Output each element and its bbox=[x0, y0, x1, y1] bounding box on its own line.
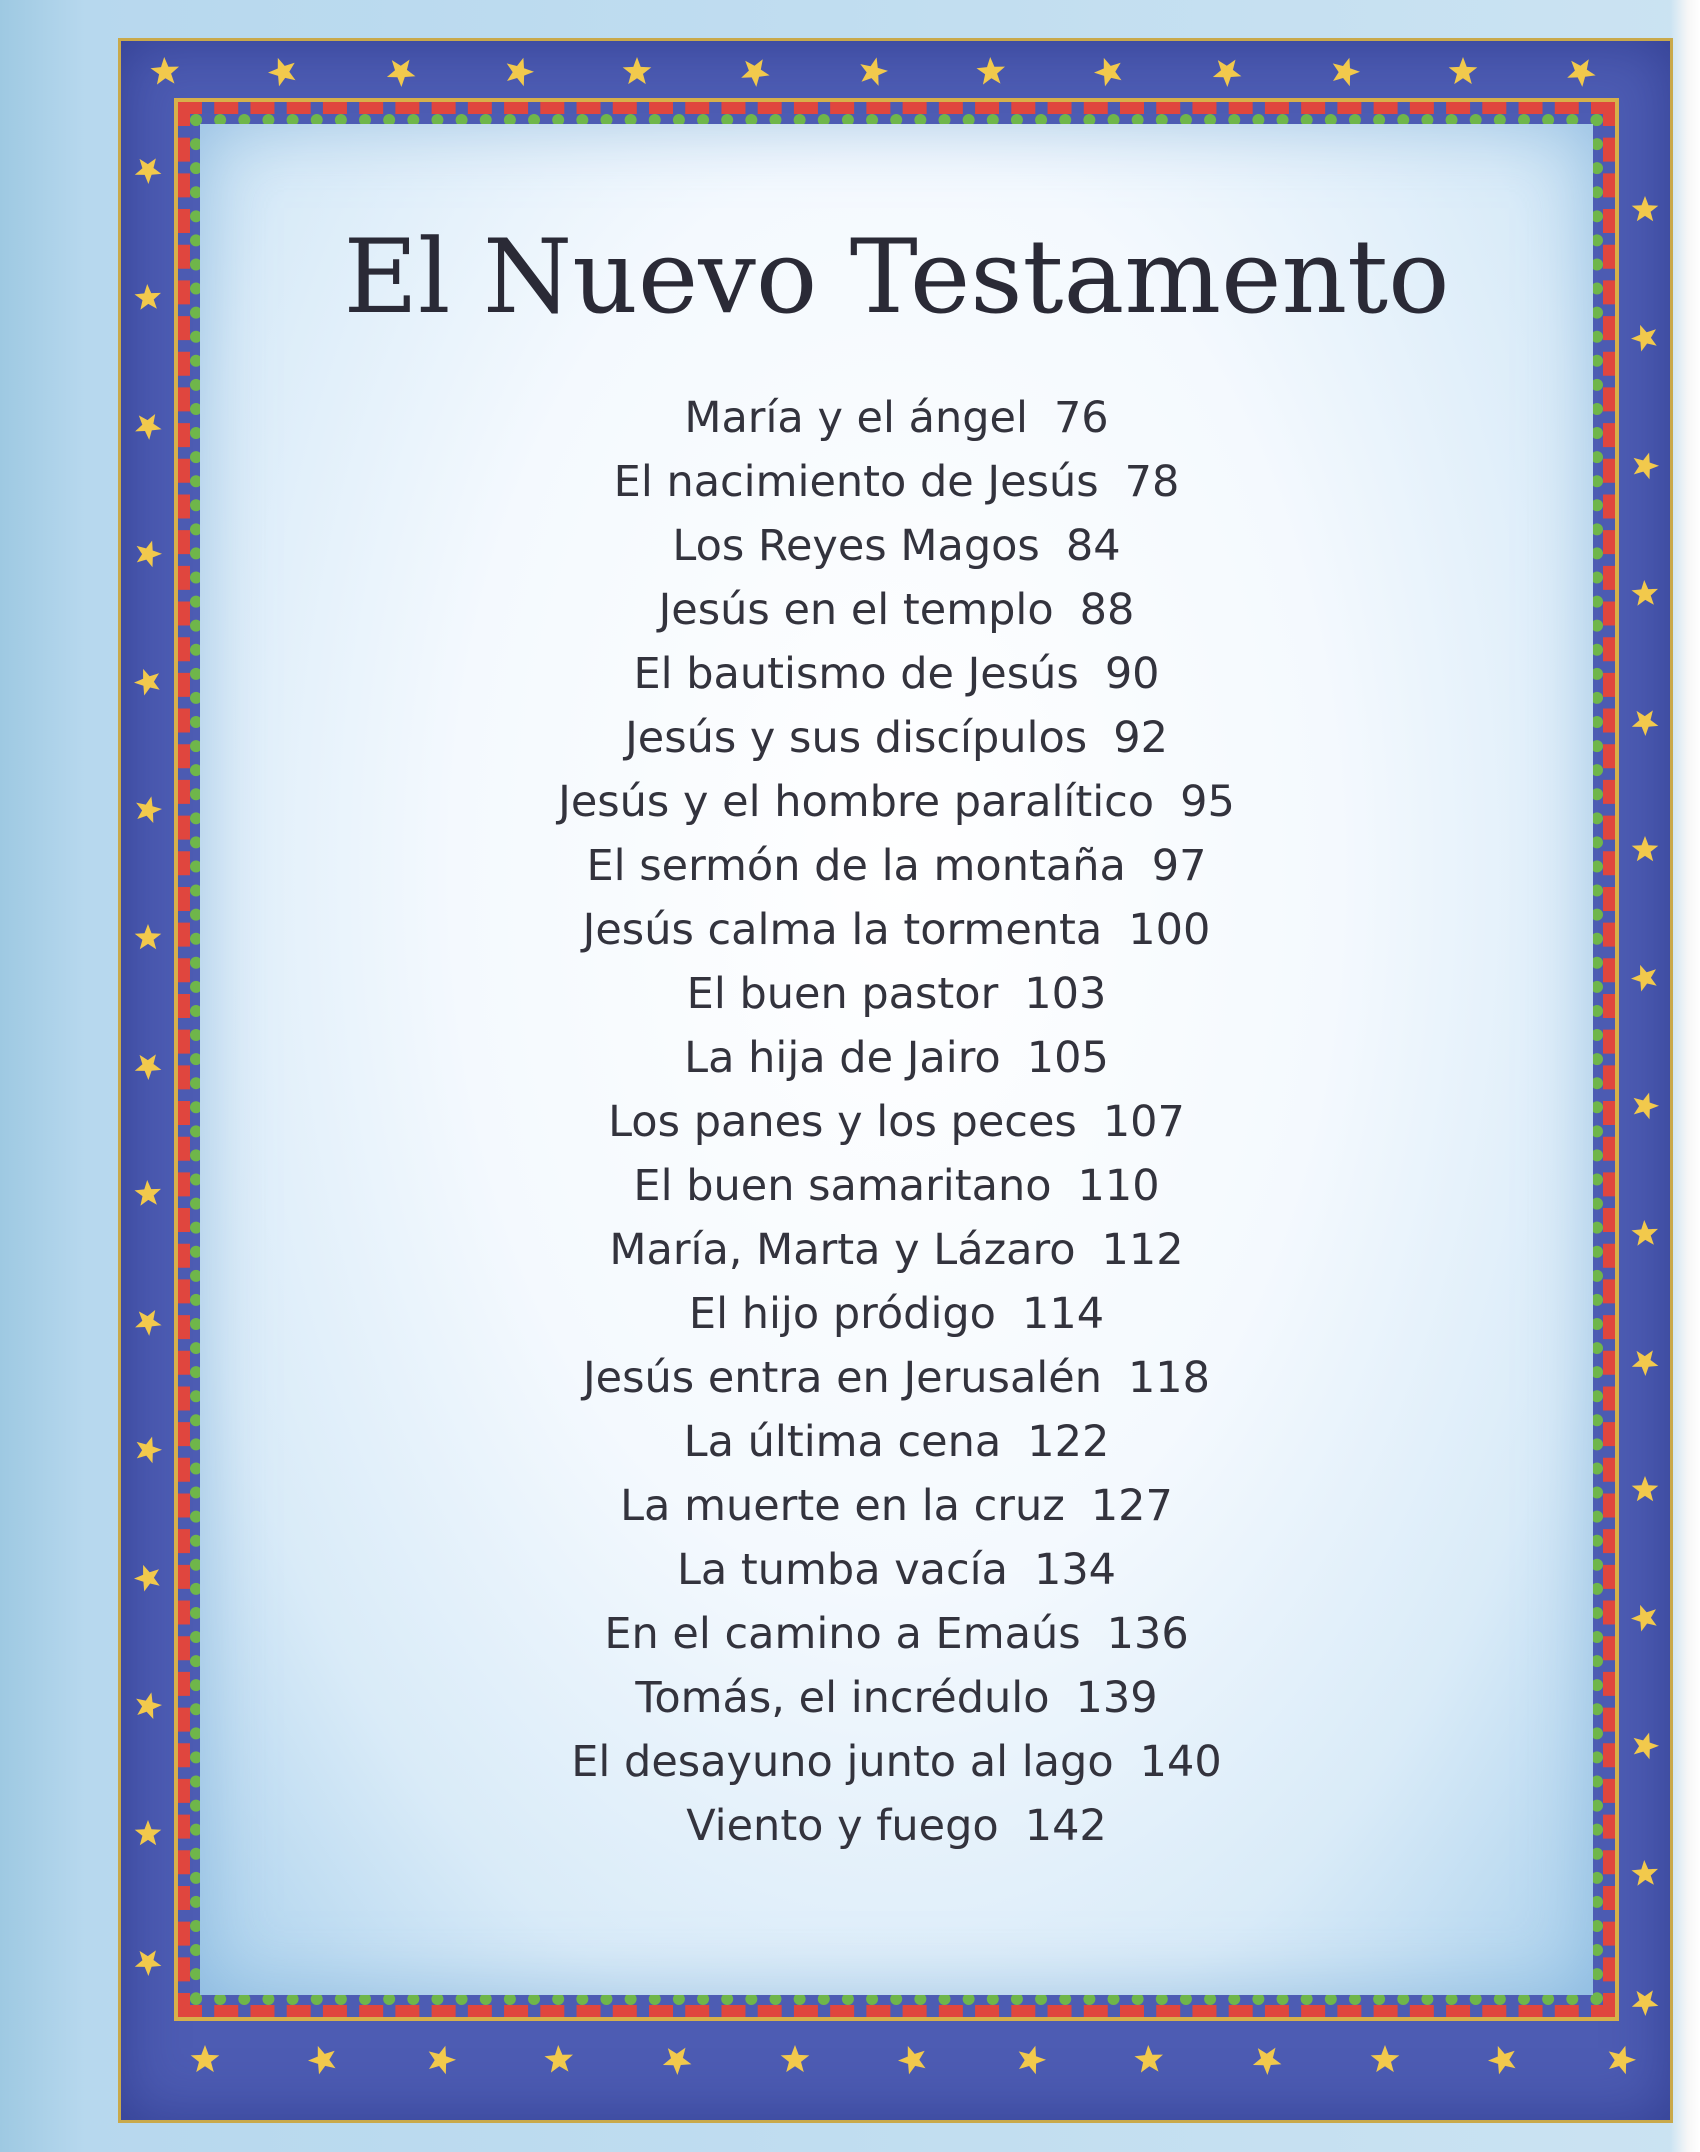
toc-entry bbox=[200, 1410, 1593, 1474]
star-icon bbox=[134, 669, 160, 696]
star-icon bbox=[1632, 1476, 1659, 1501]
star-icon bbox=[1449, 57, 1478, 84]
toc-entry bbox=[200, 962, 1593, 1026]
toc-entry-page: 112 bbox=[1101, 1225, 1184, 1275]
toc-entry-page: 92 bbox=[1113, 713, 1168, 763]
star-icon bbox=[135, 158, 162, 184]
star-icon bbox=[507, 58, 534, 86]
toc-entry-page: 139 bbox=[1075, 1673, 1158, 1723]
star-icon bbox=[1333, 58, 1360, 86]
toc-entry bbox=[200, 514, 1593, 578]
star-icon bbox=[135, 284, 162, 310]
star-icon bbox=[191, 2045, 220, 2072]
toc-entry-page: 76 bbox=[1053, 393, 1109, 443]
toc-entry bbox=[200, 898, 1593, 962]
star-icon bbox=[781, 2045, 810, 2072]
toc-entry-title: María y el ángel bbox=[684, 393, 1028, 443]
star-icon bbox=[663, 2048, 692, 2075]
star-icon bbox=[1371, 2045, 1400, 2072]
star-icon bbox=[1632, 196, 1659, 221]
toc-entry-title: Jesús en el templo bbox=[658, 585, 1054, 635]
toc-entry-title: La hija de Jairo bbox=[684, 1033, 1001, 1083]
toc-entry-title: Los panes y los peces bbox=[608, 1097, 1077, 1147]
toc-entry bbox=[200, 1666, 1593, 1730]
toc-entry-page: 88 bbox=[1079, 585, 1135, 635]
toc-entry-title: Tomás, el incrédulo bbox=[635, 1673, 1050, 1723]
toc-entry-page: 97 bbox=[1151, 841, 1207, 891]
toc-entry bbox=[200, 1602, 1593, 1666]
star-icon bbox=[1631, 965, 1657, 992]
star-icon bbox=[1019, 2046, 1046, 2075]
toc-entry-page: 107 bbox=[1102, 1097, 1185, 1147]
toc-entry-page: 95 bbox=[1180, 777, 1235, 827]
toc-entry-title: Jesús entra en Jerusalén bbox=[582, 1353, 1102, 1403]
toc-entry-title: La muerte en la cruz bbox=[620, 1481, 1065, 1531]
toc-entry bbox=[200, 1282, 1593, 1346]
star-icon bbox=[1634, 1733, 1659, 1760]
toc-entry-title: El buen samaritano bbox=[633, 1161, 1052, 1211]
toc-entry-page: 114 bbox=[1022, 1289, 1105, 1339]
toc-entry bbox=[200, 1026, 1593, 1090]
star-icon bbox=[1632, 836, 1659, 861]
star-icon bbox=[135, 924, 162, 949]
toc-entry bbox=[200, 834, 1593, 898]
toc-entry-title: Jesús y el hombre paralítico bbox=[558, 777, 1155, 827]
star-icon bbox=[1631, 1605, 1657, 1632]
star-icon bbox=[135, 414, 162, 440]
star-icon bbox=[429, 2046, 456, 2075]
toc-entry-page: 105 bbox=[1026, 1033, 1109, 1083]
toc-entry bbox=[200, 1090, 1593, 1154]
toc-entry-page: 90 bbox=[1104, 649, 1160, 699]
toc-entry-title: La tumba vacía bbox=[676, 1545, 1008, 1595]
star-icon bbox=[1632, 1860, 1659, 1886]
toc-entry bbox=[200, 1474, 1593, 1538]
star-icon bbox=[898, 2046, 926, 2074]
toc-entry-title: El nacimiento de Jesús bbox=[613, 457, 1099, 507]
toc-entry-title: María, Marta y Lázaro bbox=[609, 1225, 1076, 1275]
toc-entry-page: 127 bbox=[1090, 1481, 1173, 1531]
toc-entry-page: 134 bbox=[1033, 1545, 1117, 1595]
star-icon bbox=[1632, 1220, 1659, 1246]
toc-entry-title: La última cena bbox=[683, 1417, 1002, 1467]
toc-entry-title: El buen pastor bbox=[686, 969, 999, 1019]
star-icon bbox=[135, 1950, 162, 1976]
toc-entry-title: El sermón de la montaña bbox=[586, 841, 1126, 891]
star-icon bbox=[1094, 58, 1122, 87]
toc-entry-title: El desayuno junto al lago bbox=[571, 1737, 1114, 1787]
star-icon bbox=[1632, 1350, 1659, 1376]
toc-entry-page: 110 bbox=[1077, 1161, 1160, 1211]
toc-entry bbox=[200, 1218, 1593, 1282]
star-icon bbox=[135, 1310, 162, 1336]
star-icon bbox=[1632, 710, 1659, 736]
star-icon bbox=[1632, 580, 1659, 606]
toc-entry-page: 103 bbox=[1024, 969, 1107, 1019]
table-of-contents bbox=[200, 386, 1593, 1858]
toc-entry-page: 142 bbox=[1024, 1801, 1107, 1851]
star-icon bbox=[387, 60, 416, 87]
toc-entry-title: Viento y fuego bbox=[686, 1801, 999, 1851]
toc-entry-title: El hijo pródigo bbox=[688, 1289, 996, 1339]
star-icon bbox=[136, 1692, 162, 1719]
toc-entry-title: El bautismo de Jesús bbox=[633, 649, 1079, 699]
toc-entry bbox=[200, 1538, 1593, 1602]
toc-entry bbox=[200, 642, 1593, 706]
toc-entry bbox=[200, 706, 1593, 770]
star-icon bbox=[1567, 59, 1595, 87]
star-icon bbox=[137, 541, 162, 568]
toc-entry-title: Jesús y sus discípulos bbox=[625, 713, 1088, 763]
star-icon bbox=[1634, 1093, 1659, 1120]
star-icon bbox=[134, 1565, 160, 1592]
toc-entry bbox=[200, 450, 1593, 514]
toc-entry-page: 78 bbox=[1124, 457, 1180, 507]
toc-entry-page: 136 bbox=[1106, 1609, 1189, 1659]
toc-entry bbox=[200, 1346, 1593, 1410]
star-icon bbox=[308, 2046, 336, 2074]
toc-entry-page: 84 bbox=[1065, 521, 1121, 571]
star-icon bbox=[1632, 1990, 1659, 2016]
star-icon bbox=[1135, 2045, 1164, 2073]
star-icon bbox=[1488, 2046, 1516, 2074]
toc-entry bbox=[200, 1730, 1593, 1794]
toc-entry-page: 140 bbox=[1139, 1737, 1222, 1787]
toc-entry bbox=[200, 578, 1593, 642]
star-icon bbox=[1631, 325, 1657, 352]
toc-entry-title: En el camino a Emaús bbox=[604, 1609, 1081, 1659]
toc-entry bbox=[200, 770, 1593, 834]
star-icon bbox=[860, 57, 888, 86]
toc-entry-title: Los Reyes Magos bbox=[672, 521, 1040, 571]
toc-entry bbox=[200, 1154, 1593, 1218]
star-icon bbox=[135, 1820, 162, 1845]
star-icon bbox=[1634, 453, 1659, 480]
star-icon bbox=[1253, 2048, 1282, 2075]
star-icon bbox=[1609, 2046, 1636, 2075]
star-icon bbox=[1213, 60, 1242, 87]
star-icon bbox=[623, 57, 652, 84]
toc-entry-page: 118 bbox=[1127, 1353, 1211, 1403]
star-icon bbox=[135, 1054, 162, 1080]
star-icon bbox=[268, 58, 296, 87]
toc-entry-title: Jesús calma la tormenta bbox=[582, 905, 1103, 955]
toc-entry-page: 122 bbox=[1027, 1417, 1110, 1467]
star-icon bbox=[137, 1437, 162, 1464]
toc-entry bbox=[200, 1794, 1593, 1858]
star-icon bbox=[136, 796, 162, 823]
toc-entry-page: 100 bbox=[1128, 905, 1211, 955]
star-icon bbox=[977, 57, 1006, 85]
page-title: El Nuevo Testamento bbox=[343, 218, 1450, 337]
toc-entry bbox=[200, 386, 1593, 450]
star-icon bbox=[135, 1180, 162, 1206]
star-icon bbox=[545, 2045, 574, 2073]
star-icon bbox=[151, 57, 180, 85]
star-icon bbox=[741, 59, 769, 87]
